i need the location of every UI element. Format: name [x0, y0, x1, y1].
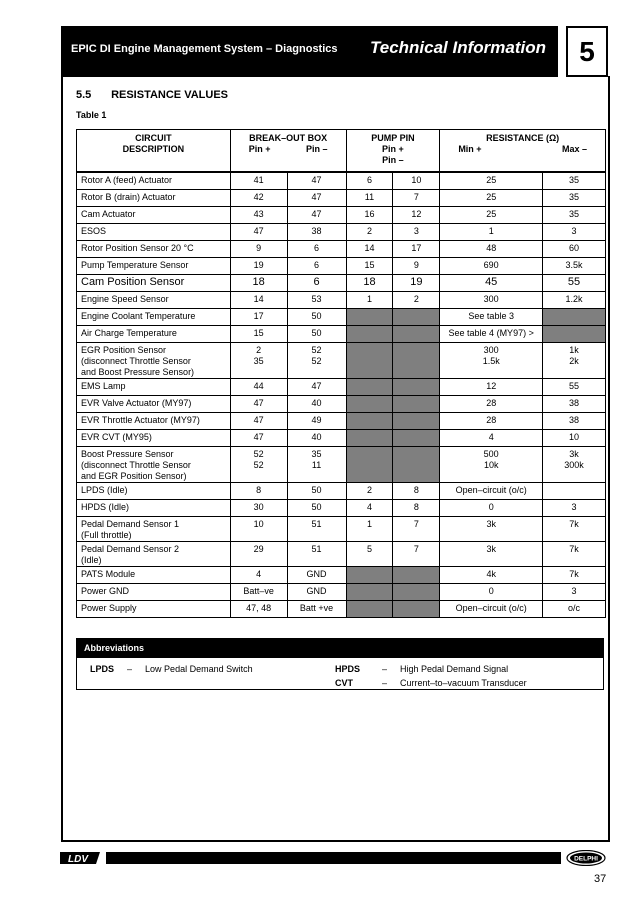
table-cell-description: EVR Valve Actuator (MY97)	[77, 396, 231, 413]
table-cell-breakout-pin-plus: 43	[230, 207, 287, 224]
table-cell-description: ESOS	[77, 224, 231, 241]
table-cell-max: 10	[543, 430, 606, 447]
table-cell-max: 1.2k	[543, 292, 606, 309]
table-cell-min: 45	[440, 275, 543, 292]
table-cell-description: EMS Lamp	[77, 379, 231, 396]
abbreviation-meaning: Current–to–vacuum Transducer	[400, 678, 527, 688]
table-row	[77, 326, 606, 343]
header-circuit	[77, 130, 231, 173]
table-cell-breakout-pin-plus: 19	[230, 258, 287, 275]
document-title: EPIC DI Engine Management System – Diagnostics	[71, 43, 338, 55]
table-row	[77, 207, 606, 224]
header-breakout	[230, 130, 346, 173]
table-row	[77, 542, 606, 567]
table-cell-max: 3	[543, 584, 606, 601]
table-cell-min: 500 10k	[440, 447, 543, 483]
table-cell-pump-pin-plus: 4	[346, 500, 393, 517]
table-cell-pump-pin-minus: 8	[393, 500, 440, 517]
table-cell-breakout-pin-minus: Batt +ve	[287, 601, 346, 618]
table-row	[77, 275, 606, 292]
table-cell-breakout-pin-plus: 47	[230, 430, 287, 447]
table-cell-pump-pin-minus	[393, 601, 440, 618]
table-row	[77, 430, 606, 447]
table-cell-pump-pin-plus	[346, 343, 393, 379]
table-cell-breakout-pin-plus: 14	[230, 292, 287, 309]
table-cell-breakout-pin-minus: 47	[287, 190, 346, 207]
table-cell-description: Rotor A (feed) Actuator	[77, 172, 231, 190]
table-cell-breakout-pin-minus: 40	[287, 396, 346, 413]
table-cell-breakout-pin-plus: 47	[230, 224, 287, 241]
page-number: 37	[594, 873, 607, 885]
table-cell-breakout-pin-minus: 47	[287, 379, 346, 396]
table-cell-description: Rotor Position Sensor 20 °C	[77, 241, 231, 258]
table-cell-min: 25	[440, 207, 543, 224]
table-cell-breakout-pin-minus: GND	[287, 567, 346, 584]
table-cell-pump-pin-plus: 1	[346, 292, 393, 309]
table-cell-pump-pin-minus	[393, 326, 440, 343]
table-cell-pump-pin-minus: 7	[393, 542, 440, 567]
table-cell-breakout-pin-minus: 6	[287, 258, 346, 275]
table-cell-max: 3	[543, 500, 606, 517]
table-cell-breakout-pin-minus: 38	[287, 224, 346, 241]
table-cell-pump-pin-plus: 18	[346, 275, 393, 292]
table-cell-min: Open–circuit (o/c)	[440, 483, 543, 500]
table-cell-max	[543, 309, 606, 326]
header-pump	[346, 130, 440, 173]
header-resistance-title: RESISTANCE (Ω)	[486, 133, 560, 143]
table-row	[77, 500, 606, 517]
table-cell-breakout-pin-minus: 6	[287, 275, 346, 292]
table-cell-breakout-pin-plus: 30	[230, 500, 287, 517]
table-row	[77, 343, 606, 379]
table-cell-breakout-pin-minus: 52 52	[287, 343, 346, 379]
table-cell-breakout-pin-minus: 50	[287, 326, 346, 343]
table-cell-pump-pin-plus	[346, 584, 393, 601]
table-row	[77, 309, 606, 326]
header-pump-title: PUMP PIN	[371, 133, 415, 143]
table-cell-max: 7k	[543, 567, 606, 584]
svg-text:DELPHI: DELPHI	[574, 855, 598, 863]
table-cell-breakout-pin-plus: 47	[230, 396, 287, 413]
table-cell-breakout-pin-plus: 8	[230, 483, 287, 500]
table-cell-max: 7k	[543, 517, 606, 542]
abbreviation-dash: –	[382, 664, 388, 674]
table-cell-max: 35	[543, 190, 606, 207]
table-cell-pump-pin-plus: 15	[346, 258, 393, 275]
table-cell-breakout-pin-plus: 17	[230, 309, 287, 326]
table-cell-pump-pin-plus: 1	[346, 517, 393, 542]
table-cell-pump-pin-minus	[393, 396, 440, 413]
table-cell-pump-pin-plus	[346, 309, 393, 326]
table-cell-description: Cam Position Sensor	[77, 275, 231, 292]
table-cell-breakout-pin-plus: 47, 48	[230, 601, 287, 618]
table-cell-breakout-pin-plus: Batt–ve	[230, 584, 287, 601]
table-cell-pump-pin-minus	[393, 309, 440, 326]
table-row	[77, 567, 606, 584]
header-min: Min +	[458, 144, 482, 154]
table-cell-description: LPDS (Idle)	[77, 483, 231, 500]
table-cell-breakout-pin-minus: 50	[287, 483, 346, 500]
table-cell-min: 3k	[440, 542, 543, 567]
table-cell-min: 3k	[440, 517, 543, 542]
header-pump-pin-plus: Pin +	[382, 144, 404, 154]
table-cell-breakout-pin-minus: 53	[287, 292, 346, 309]
table-cell-breakout-pin-minus: 47	[287, 207, 346, 224]
table-cell-pump-pin-minus	[393, 413, 440, 430]
table-cell-pump-pin-plus	[346, 413, 393, 430]
table-row	[77, 258, 606, 275]
table-cell-max: 60	[543, 241, 606, 258]
table-cell-min: 4k	[440, 567, 543, 584]
table-cell-breakout-pin-plus: 4	[230, 567, 287, 584]
table-cell-max: 1k 2k	[543, 343, 606, 379]
table-cell-min: 0	[440, 500, 543, 517]
table-cell-pump-pin-minus	[393, 584, 440, 601]
table-cell-breakout-pin-minus: 6	[287, 241, 346, 258]
table-cell-pump-pin-plus	[346, 567, 393, 584]
table-cell-pump-pin-plus	[346, 601, 393, 618]
table-cell-pump-pin-minus	[393, 343, 440, 379]
table-cell-pump-pin-plus: 5	[346, 542, 393, 567]
table-row	[77, 601, 606, 618]
table-cell-pump-pin-minus: 17	[393, 241, 440, 258]
table-cell-description: Rotor B (drain) Actuator	[77, 190, 231, 207]
table-cell-pump-pin-minus	[393, 567, 440, 584]
table-cell-pump-pin-minus	[393, 447, 440, 483]
table-cell-max: o/c	[543, 601, 606, 618]
table-cell-min: 300	[440, 292, 543, 309]
table-cell-breakout-pin-plus: 18	[230, 275, 287, 292]
table-cell-pump-pin-plus: 6	[346, 172, 393, 190]
header-pump-pin-minus: Pin –	[382, 155, 404, 165]
table-header-row	[77, 130, 606, 173]
table-cell-description: Power Supply	[77, 601, 231, 618]
table-cell-description: Boost Pressure Sensor (disconnect Throttle Sensor and EGR Position Sensor)	[77, 447, 231, 483]
svg-text:LDV: LDV	[68, 854, 88, 865]
table-cell-pump-pin-minus: 9	[393, 258, 440, 275]
table-caption: Table 1	[76, 110, 107, 120]
table-cell-min: 4	[440, 430, 543, 447]
table-cell-pump-pin-minus: 7	[393, 190, 440, 207]
table-cell-pump-pin-plus: 11	[346, 190, 393, 207]
ldv-logo	[58, 850, 102, 866]
table-cell-description: Pedal Demand Sensor 1 (Full throttle)	[77, 517, 231, 542]
table-row	[77, 292, 606, 309]
table-cell-min: 1	[440, 224, 543, 241]
table-cell-pump-pin-plus: 14	[346, 241, 393, 258]
table-row	[77, 483, 606, 500]
table-cell-max: 38	[543, 413, 606, 430]
table-cell-breakout-pin-plus: 15	[230, 326, 287, 343]
table-cell-breakout-pin-minus: 51	[287, 517, 346, 542]
table-row	[77, 224, 606, 241]
table-cell-breakout-pin-plus: 44	[230, 379, 287, 396]
table-row	[77, 517, 606, 542]
table-cell-pump-pin-minus: 8	[393, 483, 440, 500]
table-cell-description: Pump Temperature Sensor	[77, 258, 231, 275]
table-cell-pump-pin-minus	[393, 379, 440, 396]
table-cell-description: Engine Speed Sensor	[77, 292, 231, 309]
abbreviations-title: Abbreviations	[77, 639, 603, 658]
table-cell-min: 28	[440, 413, 543, 430]
table-cell-description: EVR Throttle Actuator (MY97)	[77, 413, 231, 430]
table-cell-breakout-pin-minus: 35 11	[287, 447, 346, 483]
table-cell-breakout-pin-minus: 50	[287, 500, 346, 517]
table-cell-pump-pin-plus: 16	[346, 207, 393, 224]
table-cell-max: 55	[543, 275, 606, 292]
abbreviation-meaning: Low Pedal Demand Switch	[145, 664, 253, 674]
table-cell-max	[543, 483, 606, 500]
section-heading: Technical Information	[369, 38, 546, 57]
table-cell-pump-pin-minus: 10	[393, 172, 440, 190]
table-cell-pump-pin-plus: 2	[346, 483, 393, 500]
table-cell-min: 690	[440, 258, 543, 275]
table-row	[77, 584, 606, 601]
table-cell-breakout-pin-plus: 47	[230, 413, 287, 430]
table-cell-breakout-pin-minus: 49	[287, 413, 346, 430]
header-bar	[61, 26, 558, 77]
table-row	[77, 396, 606, 413]
table-cell-breakout-pin-minus: 40	[287, 430, 346, 447]
table-cell-breakout-pin-plus: 10	[230, 517, 287, 542]
table-row	[77, 172, 606, 190]
table-cell-breakout-pin-plus: 2 35	[230, 343, 287, 379]
abbreviation-code: HPDS	[335, 664, 361, 674]
table-cell-pump-pin-minus: 12	[393, 207, 440, 224]
table-cell-breakout-pin-plus: 9	[230, 241, 287, 258]
section-number: 5.5	[76, 89, 92, 101]
section-title	[76, 89, 228, 101]
abbreviation-code: CVT	[335, 678, 353, 688]
table-row	[77, 447, 606, 483]
table-cell-pump-pin-plus: 2	[346, 224, 393, 241]
table-cell-breakout-pin-minus: 50	[287, 309, 346, 326]
table-cell-description: PATS Module	[77, 567, 231, 584]
table-cell-min: 12	[440, 379, 543, 396]
table-cell-min: 25	[440, 190, 543, 207]
table-cell-breakout-pin-plus: 41	[230, 172, 287, 190]
table-body	[77, 172, 606, 618]
table-row	[77, 379, 606, 396]
table-cell-pump-pin-plus	[346, 379, 393, 396]
table-cell-description: Pedal Demand Sensor 2 (Idle)	[77, 542, 231, 567]
table-cell-pump-pin-minus	[393, 430, 440, 447]
table-cell-max: 38	[543, 396, 606, 413]
header-max: Max –	[561, 144, 587, 154]
header-breakout-title: BREAK–OUT BOX	[249, 133, 328, 143]
table-cell-min: 25	[440, 172, 543, 190]
table-cell-min: 0	[440, 584, 543, 601]
table-cell-breakout-pin-minus: GND	[287, 584, 346, 601]
table-cell-max: 7k	[543, 542, 606, 567]
table-cell-max: 55	[543, 379, 606, 396]
table-cell-pump-pin-plus	[346, 447, 393, 483]
table-cell-max: 3.5k	[543, 258, 606, 275]
table-cell-max: 35	[543, 207, 606, 224]
table-cell-pump-pin-minus: 2	[393, 292, 440, 309]
table-cell-pump-pin-minus: 19	[393, 275, 440, 292]
header-circuit-line1: CIRCUIT	[135, 133, 172, 143]
table-cell-max: 3k 300k	[543, 447, 606, 483]
table-cell-description: Cam Actuator	[77, 207, 231, 224]
table-cell-pump-pin-plus	[346, 326, 393, 343]
table-cell-breakout-pin-minus: 51	[287, 542, 346, 567]
table-cell-min: 300 1.5k	[440, 343, 543, 379]
table-row	[77, 241, 606, 258]
abbreviation-item	[335, 664, 508, 674]
table-cell-pump-pin-minus: 3	[393, 224, 440, 241]
table-cell-breakout-pin-plus: 52 52	[230, 447, 287, 483]
abbreviation-dash: –	[127, 664, 133, 674]
abbreviation-item	[90, 664, 253, 674]
table-cell-min: 48	[440, 241, 543, 258]
table-cell-breakout-pin-minus: 47	[287, 172, 346, 190]
table-cell-note: See table 3	[440, 309, 543, 326]
table-cell-pump-pin-plus	[346, 396, 393, 413]
table-cell-description: EVR CVT (MY95)	[77, 430, 231, 447]
table-row	[77, 190, 606, 207]
abbreviation-meaning: High Pedal Demand Signal	[400, 664, 509, 674]
table-cell-pump-pin-minus: 7	[393, 517, 440, 542]
abbreviations-box	[76, 638, 604, 690]
table-cell-pump-pin-plus	[346, 430, 393, 447]
table-row	[77, 413, 606, 430]
section-name: RESISTANCE VALUES	[111, 89, 229, 101]
delphi-logo	[566, 850, 606, 866]
chapter-number: 5	[566, 26, 608, 77]
table-cell-note: See table 4 (MY97) >	[440, 326, 543, 343]
table-cell-max: 35	[543, 172, 606, 190]
table-cell-breakout-pin-plus: 29	[230, 542, 287, 567]
header-breakout-pin-plus: Pin +	[248, 144, 271, 154]
table-cell-description: Power GND	[77, 584, 231, 601]
header-resistance	[440, 130, 606, 173]
abbreviation-dash: –	[382, 678, 388, 688]
table-cell-min: Open–circuit (o/c)	[440, 601, 543, 618]
header-breakout-pin-minus: Pin –	[305, 144, 328, 154]
abbreviation-code: LPDS	[90, 664, 115, 674]
table-cell-max: 3	[543, 224, 606, 241]
table-cell-description: HPDS (Idle)	[77, 500, 231, 517]
table-cell-description: Air Charge Temperature	[77, 326, 231, 343]
table-cell-min: 28	[440, 396, 543, 413]
header-circuit-line2: DESCRIPTION	[122, 144, 185, 154]
resistance-table	[76, 129, 606, 618]
table-cell-max	[543, 326, 606, 343]
abbreviation-item	[335, 678, 527, 688]
footer-bar	[106, 852, 561, 864]
table-cell-description: Engine Coolant Temperature	[77, 309, 231, 326]
table-cell-breakout-pin-plus: 42	[230, 190, 287, 207]
table-cell-description: EGR Position Sensor (disconnect Throttle Sensor and Boost Pressure Sensor)	[77, 343, 231, 379]
